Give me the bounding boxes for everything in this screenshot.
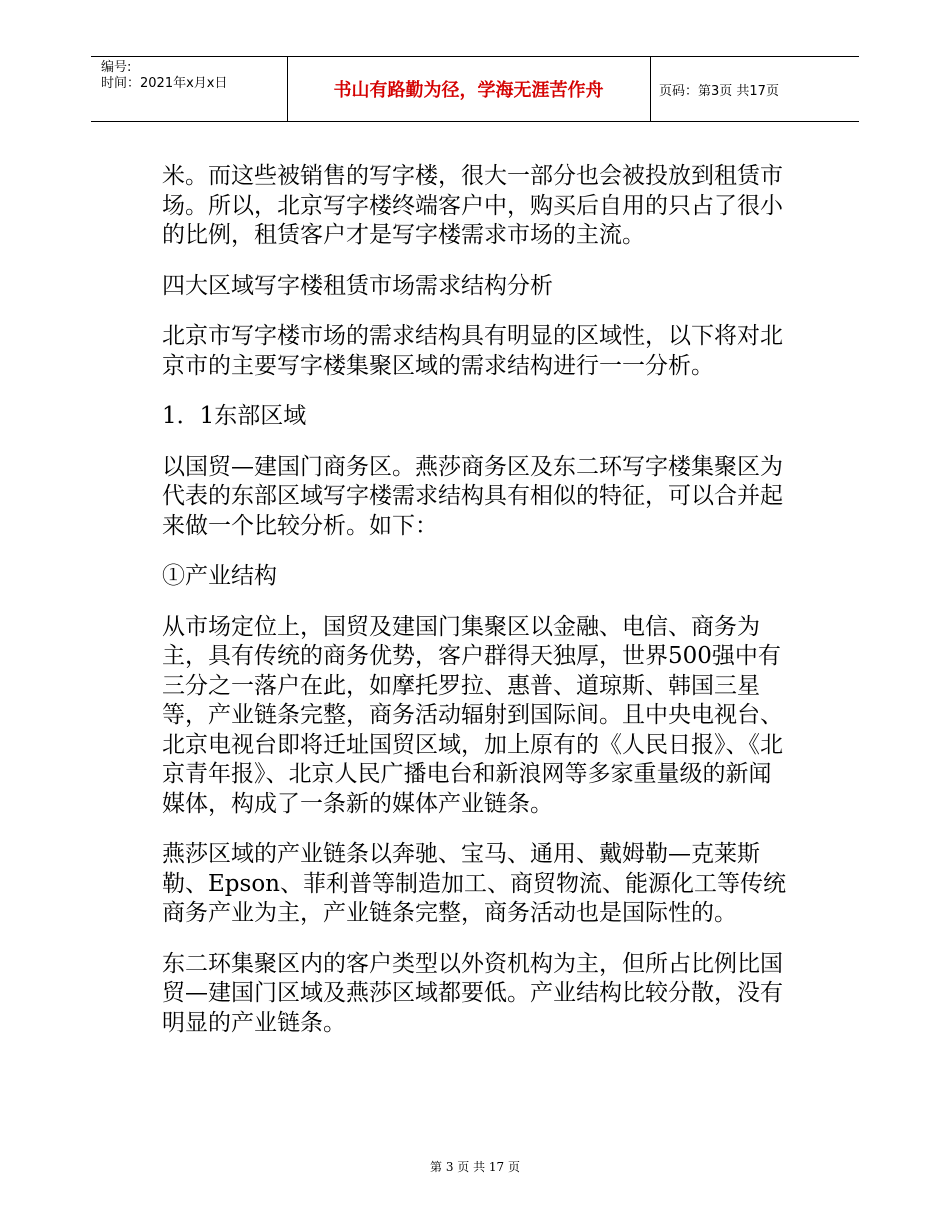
- header-meta: [101, 60, 227, 92]
- page-header: [91, 56, 859, 122]
- page-footer: 第 3 页 共 17 页: [430, 1160, 520, 1174]
- header-page-info: 页码：第3页 共17页: [659, 83, 779, 99]
- subsection-heading-east-region: 1．1东部区域: [162, 403, 307, 429]
- paragraph-guomao-industry: 从市场定位上，国贸及建国门集聚区以金融、电信、商务为主，具有传统的商务优势，客户群得天独厚，世界500强中有三分之一落户在此，如摩托罗拉、惠普、道琼斯、韩国三星等，产业链条完整，商务活动辐射到国际间。且中央电视台、北京电视台即将迁址国贸区域，加上原有的《人民日报》、《北京青年报》、北京人民广播电台和新浪网等多家重量级的新闻媒体，构成了一条新的媒体产业链条。: [162, 613, 783, 817]
- document-number-label: 编号:: [101, 60, 132, 75]
- paragraph-east-region-overview: 以国贸—建国门商务区。燕莎商务区及东二环写字楼集聚区为代表的东部区域写字楼需求结构具有相似的特征，可以合并起来做一个比较分析。如下：: [162, 453, 783, 539]
- header-motto: 书山有路勤为径，学海无涯苦作舟: [333, 80, 604, 101]
- paragraph-regional-demand: 北京市写字楼市场的需求结构具有明显的区域性，以下将对北京市的主要写字楼集聚区域的需求结构进行一一分析。: [162, 323, 783, 379]
- paragraph-east-second-ring: 东二环集聚区内的客户类型以外资机构为主，但所占比例比国贸—建国门区域及燕莎区域都要低。产业结构比较分散，没有明显的产业链条。: [162, 950, 783, 1036]
- document-body: [162, 162, 787, 1059]
- document-time-label: 时间：2021年x月x日: [101, 76, 228, 91]
- section-heading-four-regions: 四大区域写字楼租赁市场需求结构分析: [162, 272, 553, 299]
- item-heading-industry-structure: ①产业结构: [162, 563, 277, 589]
- paragraph-yansha-industry: 燕莎区域的产业链条以奔驰、宝马、通用、戴姆勒—克莱斯勒、Epson、菲利普等制造加工、商贸物流、能源化工等传统商务产业为主，产业链条完整，商务活动也是国际性的。: [162, 841, 786, 926]
- header-divider-right: [650, 56, 651, 122]
- paragraph-leasing-market-intro: 米。而这些被销售的写字楼，很大一部分也会被投放到租赁市场。所以，北京写字楼终端客户中，购买后自用的只占了很小的比例，租赁客户才是写字楼需求市场的主流。: [162, 163, 783, 248]
